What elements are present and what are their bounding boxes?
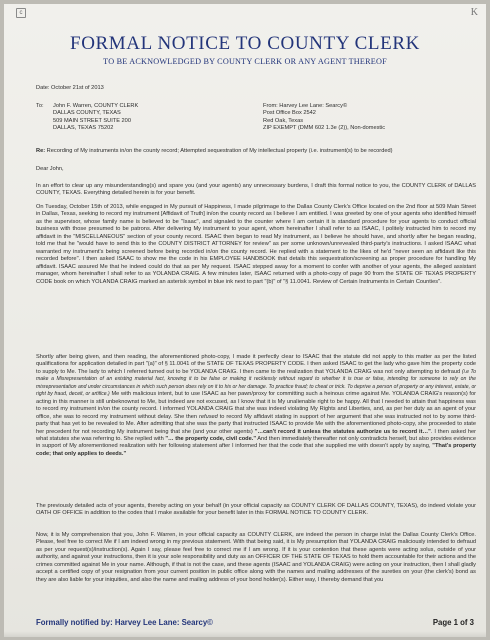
paragraph-3-part-b: Me with malicious intent, but to use ISAAC as her pawn/proxy for committing such a heinous crime against Me. YOLANDA CRAIG's reason(s) for acting in this manner is still unbeknownst to Me, but indeed are not excused, as I know that it is My unalienable right to be happy. All that I needed to attain that happiness was to record my instrument in/on the county record. I informed YOLANDA CRAIG that she was indeed violating My Rights and Liberties, and, as per her duty as an agent of your office, she was to record my instrument without delay. She then [36, 391, 476, 420]
date-line: Date: October 21st of 2013 [36, 85, 104, 91]
quote-property-code: "… the property code, civil code." [165, 435, 257, 442]
paragraph-3-part-e: And then immediately thereafter not only contradicts herself, but also provides evidence in support of My aforementioned realization with her following statement after I informed her that the code that she supplied me with doesn't apply by saying, [36, 435, 477, 450]
sender-city: Red Oak, Texas [263, 117, 304, 124]
document-subtitle: TO BE ACKNOWLEDGED BY COUNTY CLERK OR ANY AGENT THEREOF [103, 57, 387, 66]
paragraph-1: In an effort to clear up any misunderstanding(s) and spare you (and your agents) any unnecessary burdens, I draft this formal notice to you, the COUNTY CLERK of DALLAS COUNTY, TEXAS. Everything detailed herein is for your benefit. [36, 183, 476, 197]
corner-mark: c [16, 8, 26, 18]
recipient-name: John F. Warren, COUNTY CLERK [53, 103, 139, 109]
re-text: Recording of My instruments in/on the county record; Attempted sequestration of My intellectual property (i.e. instrument(s) to be recorded) [46, 148, 393, 154]
paragraph-5: Now, it is My comprehension that you, John F. Warren, in your official capacity as COUNTY CLERK, are indeed the person in charge in/at the Dallas County Clerk's Office. Please, feel free to correct Me if I am indeed wrong in my previous statement. With that being said, it is My presumption that YOLANDA CRAIG maliciously intended to defraud as per your request(s)/instruction(s). Again I say, please feel free to correct me if I am wrong. If it is your contention that these agents were acting solus, outside of your authority, and against your instructions, then it is your sole responsibility and duty as an OFFICER OF THE STATE OF TEXAS to hold them accountable for their actions and the crimes committed against Me in your name. Although, if that is not the case, and these agents (ISAAC and YOLANDA CRAIG) were acting on your instruction, then I shall gladly accept a certified copy of your resignation from your current position in public office along with the names and mailing addresses of the sureties on your (the clerk's) bond as they are also liable for your iniquities, and also the name and mailing address of your bond holder(s). Either way, I thereby demand that you [36, 532, 476, 583]
paper-shadow [4, 631, 486, 637]
paragraph-3 [36, 354, 476, 458]
re-line [36, 148, 476, 155]
sender-name: From: Harvey Lee Lane: Searcy© [263, 103, 348, 109]
paragraph-3-part-a: Shortly after being given, and then reading, the aforementioned photo-copy, I made it perfectly clear to ISAAC that the statute did not apply to this matter as per the listed qualifications for application detailed in part "(a)" of § 11.0041 of the STATE OF TEXAS PROPERTY CODE. I then asked ISAAC to get the lady who gave him the property code to supply to Me. The lady to which I referred turned out to be YOLANDA CRAIG. I then came to the realization that YOLANDA CRAIG was not only attempting to defraud [36, 354, 476, 375]
recipient-city: DALLAS, TEXAS 75202 [53, 125, 114, 132]
sender-po-box: Post Office Box 2542 [263, 110, 316, 117]
salutation: Dear John, [36, 166, 64, 172]
recipient-street: 509 MAIN STREET SUITE 200 [53, 117, 131, 124]
recipient-county: DALLAS COUNTY, TEXAS [53, 110, 121, 117]
fraud-definition: (i.e To make a Misrepresentation of an existing material fact, knowing it to be false or making it recklessly without regard to whether it is true or false, intending for someone to rely on the misrepresentation and under circumstances in which such person does rely on it to his or her damage. To practice fraud; to cheat or trick. To deprive a person of property or any interest, estate, or right by fraud, deceit, or artifice.) [36, 368, 476, 398]
quote-deeds: "That's property code; that only applies to deeds." [36, 443, 476, 457]
sender-address [263, 103, 385, 133]
refused-word: refused [198, 413, 218, 420]
paragraph-4: The previously detailed acts of your agents, thereby acting on your behalf (in your official capacity as COUNTY CLERK OF DALLAS COUNTY, TEXAS), do indeed violate your OATH OF OFFICE in addition to the codes that I make available for your benefit later in this FORMAL NOTICE TO COUNTY CLERK. [36, 503, 476, 517]
recipient-address [53, 103, 138, 133]
page-mark: K [470, 7, 478, 18]
paragraph-3-part-c: to record My affidavit stating in support of her argument that she was instructed not to by some third-party that has yet to be revealed to Me. After admitting that she was the party that instructed ISAAC to provide Me with the aforementioned photo-copy, she proceeded to state her precedent for not recording My instrument being that she (and your other agents) [36, 413, 476, 435]
re-label: Re: [36, 148, 46, 154]
quote-statutes: "…can't record it unless the statutes authorize us to record it…" [254, 428, 431, 435]
footer-page-number: Page 1 of 3 [432, 618, 474, 627]
document-page [4, 4, 486, 637]
paragraph-3-part-d: . I then asked her what statutes she was referring to. She replied with [36, 428, 476, 442]
footer-notified-by: Formally notified by: Harvey Lee Lane: Searcy© [36, 618, 213, 627]
paragraph-2: On Tuesday, October 15th of 2013, while engaged in My pursuit of Happiness, I made pilgrimage to the Dallas County Clerk's Office located on the 2nd floor at 509 Main Street in Dallas, Texas, seeking to record my instrument [Affidavit of Truth] in/on the county record as I believe I am entitled. I was greeted by one of your agents who identified himself as the supervisor, whose family name is believed to be "Isaac", and signaled to the counter where I am certain it is standard procedure for your agents to conduct official business with those presumed to be patrons. After delivering My instrument to your agent, whom hereinafter I shall refer to as ISAAC, I politely instructed him to record my affidavit in the "MISCELLANEOUS" section of your county record. ISAAC then began to read My instrument, as I believe he should have, and shortly after he began reading, told me that he "would have to send this to the COUNTY DISTRICT ATTORNEY for review" as per some unknown/unrevealed third-party's instructions. I asked ISAAC what warranted my instrument's being screened before being recorded in/on the county record. He replied with a statement to the likes of he'd "never seen an affidavit like this recorded before". I then asked ISAAC to show me the code in his EMPLOYEE HANDBOOK that details this sequestration/screening as proper procedure for handling My affidavit. ISAAC assured Me that he indeed could do that as per My request. ISAAC stepped away for a moment to confer with another of your agents, the alleged assistant manager, whom hereinafter I shall refer to as YOLANDA CRAIG. A few minutes later, ISAAC returned with a photo-copy of page 90 from the STATE OF TEXAS PROPERTY CODE book on which YOLANDA CRAIG marked an asterisk symbol in blue ink next to part "(b)" of "§ 11.0041. Review of Certain Instruments in Certain Counties". [36, 204, 476, 285]
document-title: FORMAL NOTICE TO COUNTY CLERK [70, 33, 420, 54]
to-label: To: [36, 103, 44, 109]
sender-zip: ZIP EXEMPT (DMM 602 1.3e (2)), Non-domestic [263, 125, 386, 132]
